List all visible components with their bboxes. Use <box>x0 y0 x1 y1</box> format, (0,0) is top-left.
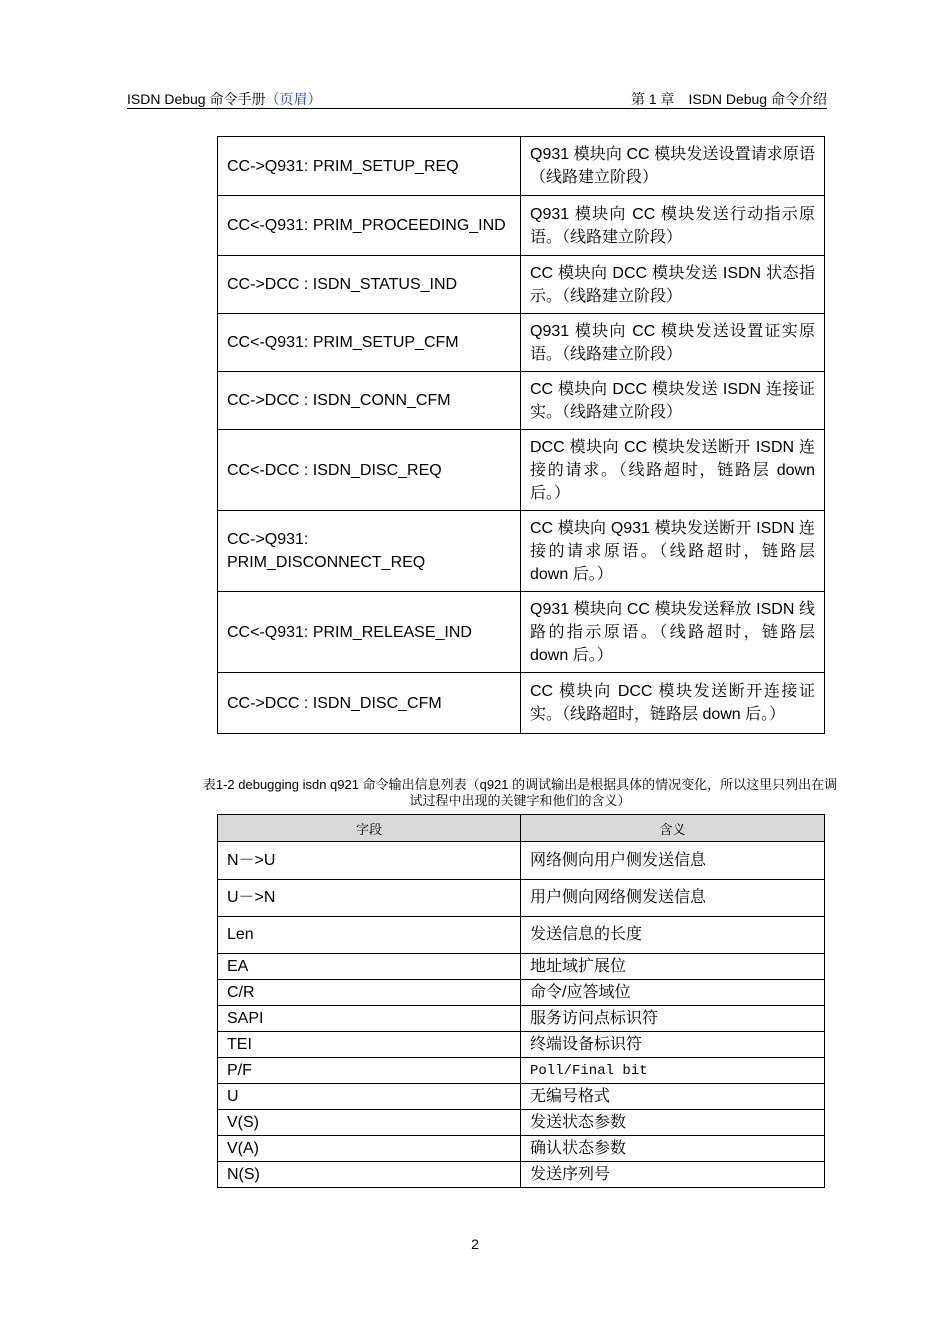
meaning-cell: Poll/Final bit <box>521 1058 825 1084</box>
table-row <box>218 842 825 880</box>
field-cell: P/F <box>218 1058 521 1084</box>
field-cell: N－>U <box>218 842 521 880</box>
field-cell: SAPI <box>218 1006 521 1032</box>
meaning-cell: 地址域扩展位 <box>521 954 825 980</box>
header-left <box>127 89 321 109</box>
table-caption: 表1-2 debugging isdn q921 命令输出信息列表（q921 的调试输出是根据具体的情况变化，所以这里只列出在调试过程中出现的关键字和他们的含义） <box>202 777 838 808</box>
table-row <box>218 137 825 196</box>
field-cell: C/R <box>218 980 521 1006</box>
description-cell: CC 模块向 Q931 模块发送断开 ISDN 连接的请求原语。（线路超时，链路层 down 后。） <box>521 511 825 592</box>
description-cell: Q931 模块向 CC 模块发送释放 ISDN 线路的指示原语。（线路超时，链路层 down 后。） <box>521 592 825 673</box>
primitive-cell: CC<-DCC : ISDN_DISC_REQ <box>218 430 521 511</box>
column-header-field: 字段 <box>218 815 521 842</box>
table-row <box>218 372 825 430</box>
field-cell: V(S) <box>218 1110 521 1136</box>
page-number: 2 <box>471 1236 479 1252</box>
primitive-cell: CC<-Q931: PRIM_RELEASE_IND <box>218 592 521 673</box>
header-manual-title: ISDN Debug 命令手册 <box>127 91 266 107</box>
field-cell: V(A) <box>218 1136 521 1162</box>
table-row <box>218 1162 825 1188</box>
field-cell: Len <box>218 917 521 954</box>
table-row <box>218 1032 825 1058</box>
header-placeholder-note: （页眉） <box>265 91 322 107</box>
table-row <box>218 980 825 1006</box>
description-cell: Q931 模块向 CC 模块发送设置请求原语（线路建立阶段） <box>521 137 825 196</box>
table-row <box>218 511 825 592</box>
meaning-cell: 命令/应答域位 <box>521 980 825 1006</box>
description-cell: DCC 模块向 CC 模块发送断开 ISDN 连接的请求。（线路超时，链路层 down 后。） <box>521 430 825 511</box>
table-row <box>218 1084 825 1110</box>
table-row <box>218 917 825 954</box>
description-cell: CC 模块向 DCC 模块发送 ISDN 连接证实。（线路建立阶段） <box>521 372 825 430</box>
meaning-cell: 发送信息的长度 <box>521 917 825 954</box>
primitive-cell: CC->DCC : ISDN_DISC_CFM <box>218 673 521 734</box>
primitive-cell: CC->Q931: PRIM_SETUP_REQ <box>218 137 521 196</box>
table-row <box>218 1058 825 1084</box>
table-row <box>218 880 825 917</box>
primitive-cell: CC->DCC : ISDN_STATUS_IND <box>218 256 521 314</box>
table-row <box>218 1136 825 1162</box>
meaning-cell: 确认状态参数 <box>521 1136 825 1162</box>
table-header-row <box>218 815 825 842</box>
meaning-cell: 终端设备标识符 <box>521 1032 825 1058</box>
table-row <box>218 592 825 673</box>
primitive-cell: CC<-Q931: PRIM_PROCEEDING_IND <box>218 196 521 256</box>
table-row <box>218 256 825 314</box>
meaning-cell: 用户侧向网络侧发送信息 <box>521 880 825 917</box>
description-cell: Q931 模块向 CC 模块发送行动指示原语。（线路建立阶段） <box>521 196 825 256</box>
column-header-meaning: 含义 <box>521 815 825 842</box>
meaning-cell: 网络侧向用户侧发送信息 <box>521 842 825 880</box>
table-row <box>218 1110 825 1136</box>
table-row <box>218 954 825 980</box>
table-row <box>218 673 825 734</box>
meaning-cell: 发送序列号 <box>521 1162 825 1188</box>
description-cell: Q931 模块向 CC 模块发送设置证实原语。（线路建立阶段） <box>521 314 825 372</box>
primitive-cell: CC->DCC : ISDN_CONN_CFM <box>218 372 521 430</box>
description-cell: CC 模块向 DCC 模块发送断开连接证实。（线路超时，链路层 down 后。） <box>521 673 825 734</box>
q921-keyword-table <box>217 814 825 1188</box>
page-header <box>127 88 827 109</box>
field-cell: U <box>218 1084 521 1110</box>
table-row <box>218 1006 825 1032</box>
table-row <box>218 196 825 256</box>
meaning-cell: 发送状态参数 <box>521 1110 825 1136</box>
header-chapter-title: 第 1 章 ISDN Debug 命令介绍 <box>630 91 827 107</box>
field-cell: N(S) <box>218 1162 521 1188</box>
table-row <box>218 430 825 511</box>
field-cell: U－>N <box>218 880 521 917</box>
meaning-cell: 无编号格式 <box>521 1084 825 1110</box>
primitive-cell: CC<-Q931: PRIM_SETUP_CFM <box>218 314 521 372</box>
field-cell: EA <box>218 954 521 980</box>
field-cell: TEI <box>218 1032 521 1058</box>
description-cell: CC 模块向 DCC 模块发送 ISDN 状态指示。（线路建立阶段） <box>521 256 825 314</box>
meaning-cell: 服务访问点标识符 <box>521 1006 825 1032</box>
primitive-cell: CC->Q931: PRIM_DISCONNECT_REQ <box>218 511 521 592</box>
primitive-table <box>217 136 825 734</box>
table-row <box>218 314 825 372</box>
